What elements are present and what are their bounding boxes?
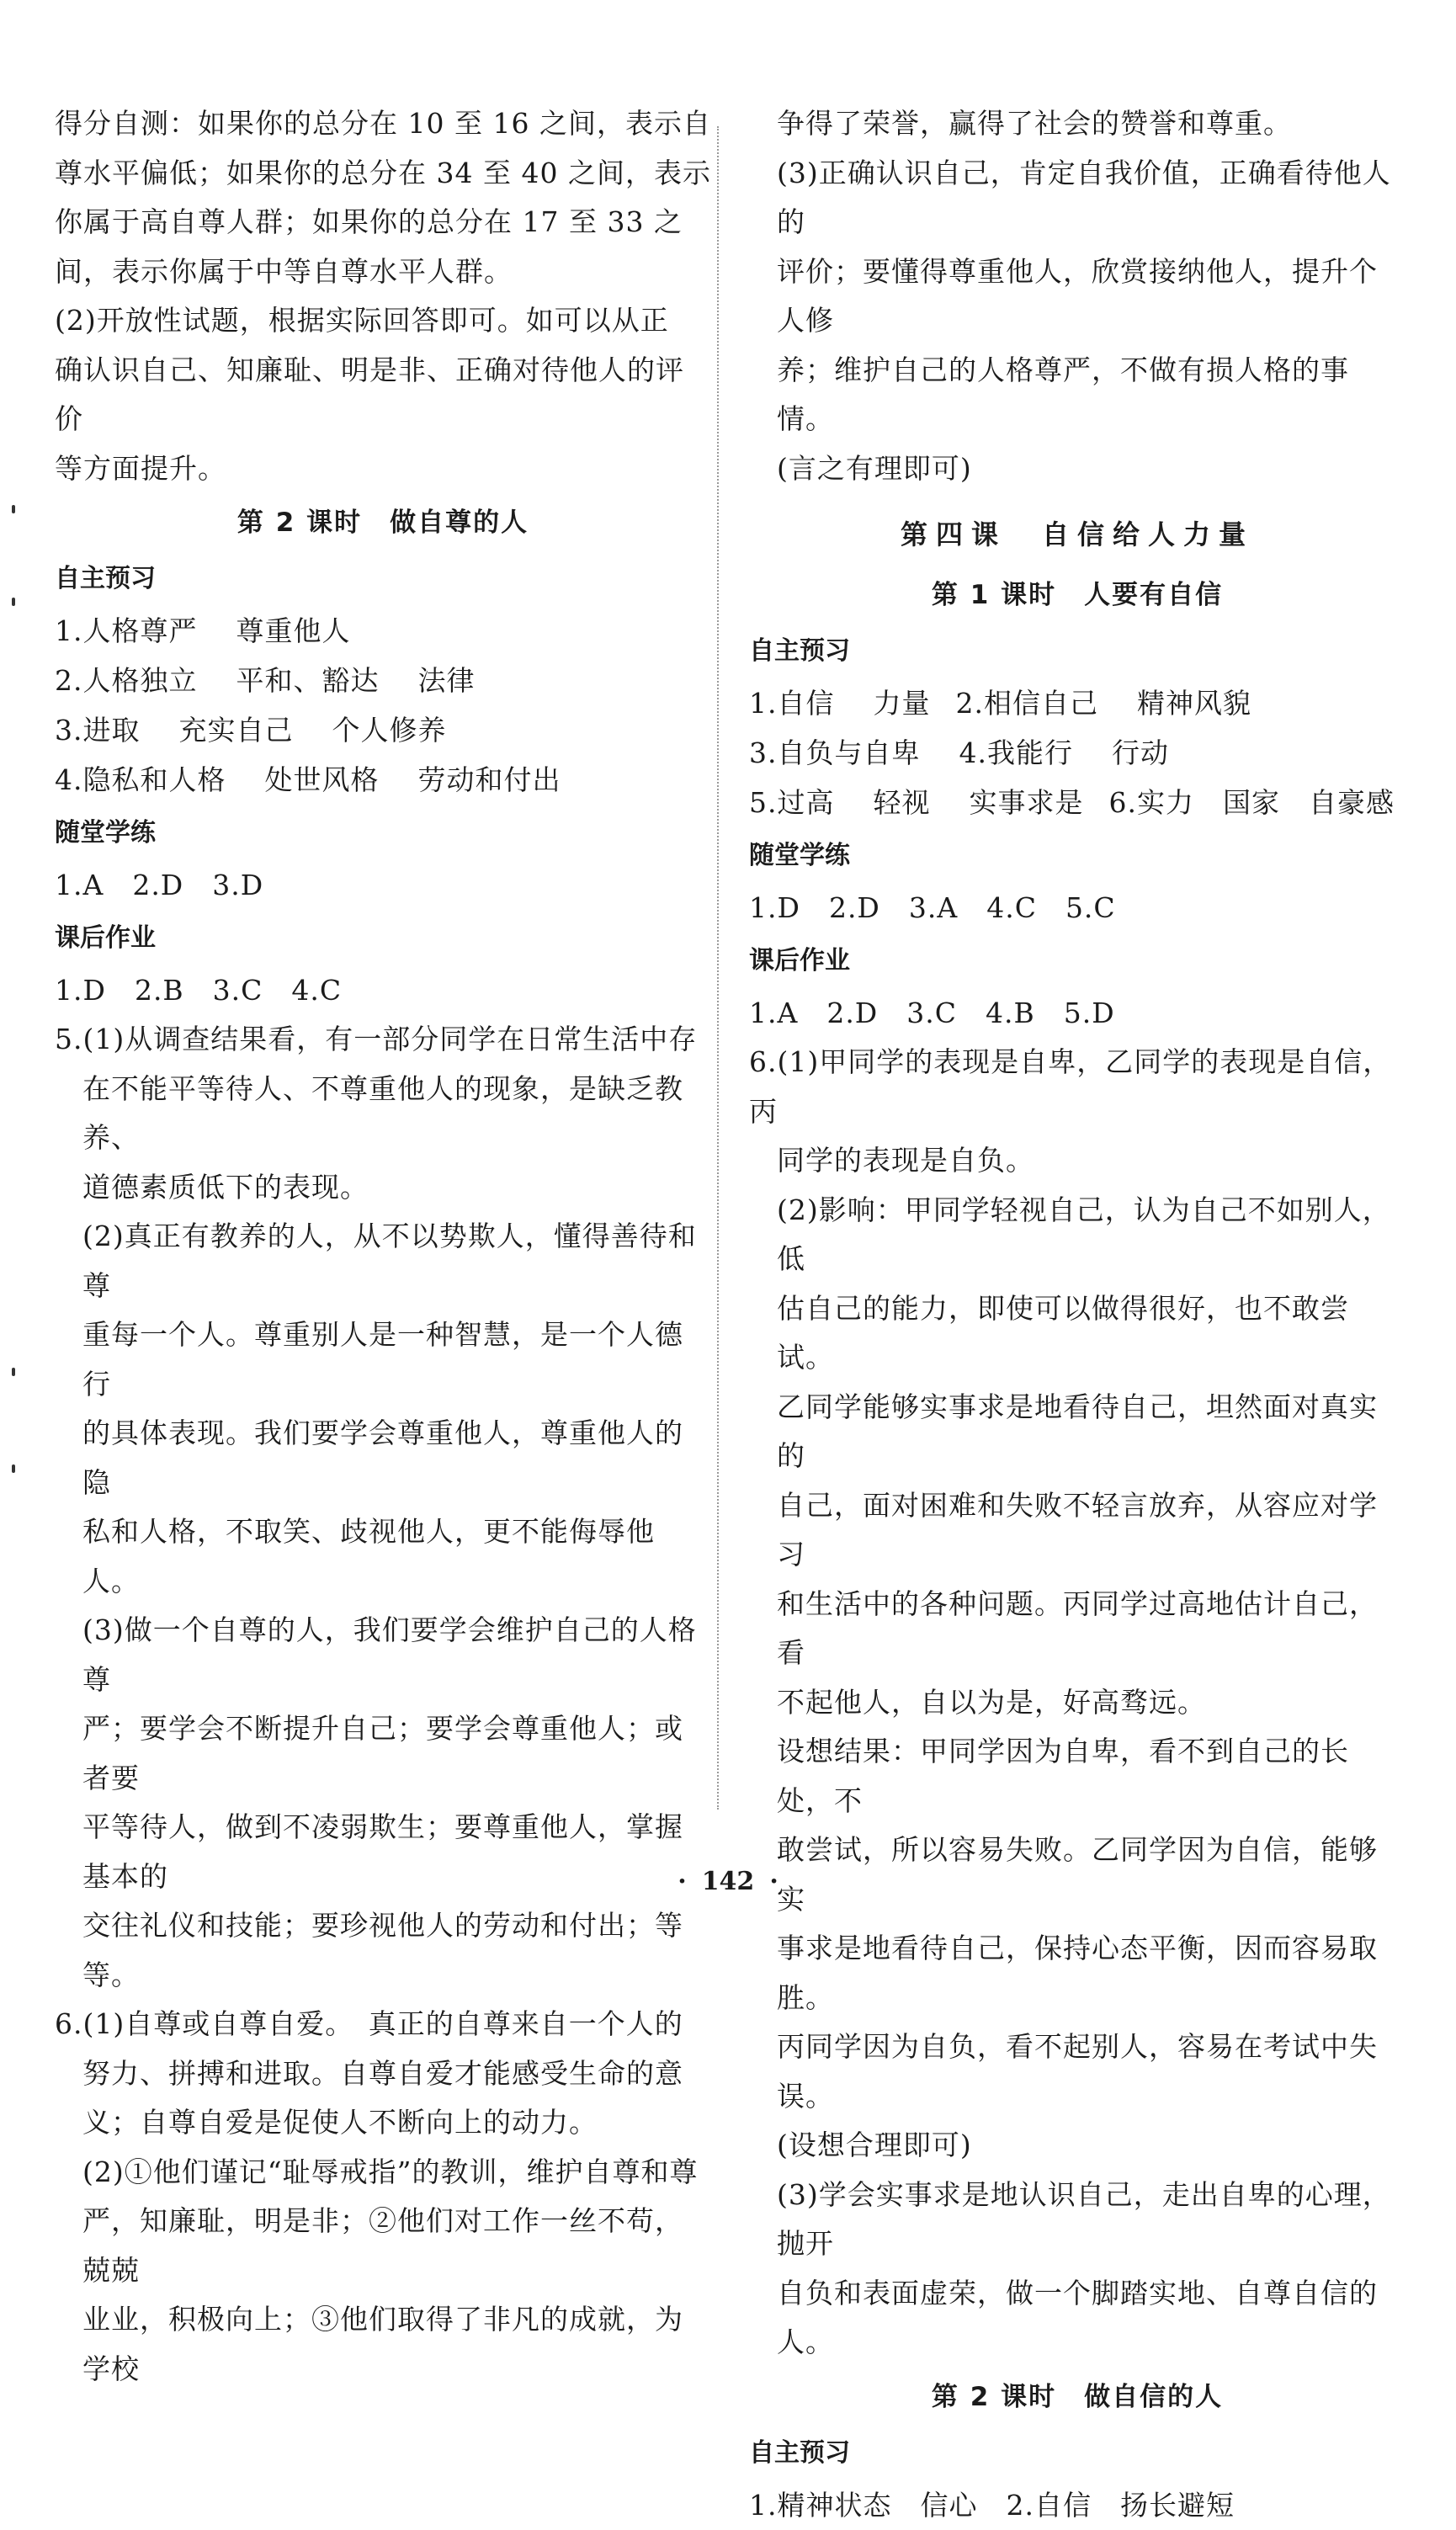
text-line: 确认识自己、知廉耻、明是非、正确对待他人的评价 <box>55 353 684 435</box>
binding-mark <box>12 1464 15 1473</box>
answer: 平和、豁达 <box>236 664 380 697</box>
text-line: 间，表示你属于中等自尊水平人群。 <box>55 254 513 288</box>
text-line: (3)学会实事求是地认识自己，走出自卑的心理，抛开 <box>777 2177 1391 2260</box>
text-line: 你属于高自尊人群；如果你的总分在 17 至 33 之 <box>55 205 683 238</box>
text-line: 严，知廉耻，明是非；②他们对工作一丝不苟，兢兢 <box>82 2204 683 2287</box>
text-line: 自己，面对困难和失败不轻言放弃，从容应对学习 <box>777 1488 1378 1571</box>
left-column <box>55 99 711 2394</box>
text-line: (3)正确认识自己，肯定自我价值，正确看待他人的 <box>777 156 1391 238</box>
text-line: 事求是地看待自己，保持心态平衡，因而容易取胜。 <box>777 1932 1378 2014</box>
answer: 力量 <box>873 687 931 720</box>
answer: 4.我能行 <box>959 736 1073 769</box>
answer: 行动 <box>1112 736 1169 769</box>
section-heading-preview: 自主预习 <box>55 564 156 593</box>
page-number-value: 142 <box>701 1867 755 1896</box>
text-line: 估自己的能力，即使可以做得很好，也不敢尝试。 <box>777 1291 1349 1374</box>
answer: 2.相信自己 <box>955 687 1098 720</box>
text-line: 乙同学能够实事求是地看待自己，坦然面对真实的 <box>777 1390 1378 1472</box>
preview-row <box>55 705 711 755</box>
page-dot: · <box>769 1867 778 1896</box>
text-line: 交往礼仪和技能；要珍视他人的劳动和付出；等等。 <box>82 1909 683 1991</box>
answer: 劳动和付出 <box>417 763 561 796</box>
text-line: 平等待人，做到不凌弱欺生；要尊重他人，掌握基本的 <box>82 1810 683 1893</box>
answer: 轻视 <box>873 786 931 819</box>
text-line: (3)做一个自尊的人，我们要学会维护自己的人格尊 <box>82 1613 697 1696</box>
text-line: 义；自尊自爱是促使人不断向上的动力。 <box>82 2106 598 2139</box>
answer: 充实自己 <box>178 714 294 747</box>
text-line: 严；要学会不断提升自己；要学会尊重他人；或者要 <box>82 1712 683 1794</box>
answer: 处世风格 <box>264 763 380 796</box>
answer: 2.人格独立 <box>55 664 198 697</box>
text-line: 争得了荣誉，赢得了社会的赞誉和尊重。 <box>777 107 1292 140</box>
text-line: 重每一个人。尊重别人是一种智慧，是一个人德行 <box>82 1318 683 1401</box>
homework-choice-answers: 1.D 2.B 3.C 4.C <box>55 974 343 1007</box>
section-heading-homework: 课后作业 <box>55 923 156 953</box>
right-column <box>749 99 1406 2530</box>
text-line: 6.(1)自尊或自尊自爱。 真正的自尊来自一个人的 <box>55 2007 683 2040</box>
text-line: 丙同学因为自负，看不起别人，容易在考试中失误。 <box>777 2030 1378 2113</box>
text-line: 和生活中的各种问题。丙同学过高地估计自己，看 <box>777 1587 1378 1669</box>
text-line: 自负和表面虚荣，做一个脚踏实地、自尊自信的人。 <box>777 2276 1378 2358</box>
page-dot: · <box>678 1867 687 1896</box>
text-line: (言之有理即可) <box>777 451 972 485</box>
text-line: 设想结果：甲同学因为自卑，看不到自己的长处，不 <box>777 1735 1349 1817</box>
answer: 5.过高 <box>749 786 835 819</box>
preview-row: 1.精神状态 信心 2.自信 扬长避短 <box>749 2488 1235 2522</box>
answer: 6.实力 国家 自豪感 <box>1108 786 1395 819</box>
answer: 1.自信 <box>749 687 835 720</box>
period-title: 第 1 课时 人要有自信 <box>931 580 1224 610</box>
column-divider <box>717 126 719 1810</box>
section-heading-homework: 课后作业 <box>749 946 850 975</box>
text-line: (2)①他们谨记“耻辱戒指”的教训，维护自尊和尊 <box>82 2155 699 2188</box>
section-heading-preview: 自主预习 <box>749 2437 850 2468</box>
practice-answers: 1.A 2.D 3.D <box>55 869 264 901</box>
text-line: 的具体表现。我们要学会尊重他人，尊重他人的隐 <box>82 1416 683 1499</box>
answer: 3.进取 <box>55 714 141 747</box>
text-line: (设想合理即可) <box>777 2129 972 2161</box>
preview-row <box>55 656 711 705</box>
section-heading-practice: 随堂学练 <box>749 841 850 870</box>
section-heading-practice: 随堂学练 <box>55 818 156 848</box>
preview-row <box>749 678 1406 728</box>
binding-mark <box>12 505 15 513</box>
text-line: 6.(1)甲同学的表现是自卑，乙同学的表现是自信，丙 <box>749 1045 1392 1128</box>
answer: 精神风貌 <box>1137 687 1251 720</box>
binding-mark <box>12 1368 15 1376</box>
lesson-title: 第四课 自信给人力量 <box>900 518 1254 550</box>
practice-answers: 1.D 2.D 3.A 4.C 5.C <box>749 891 1116 924</box>
text-line: 努力、拼搏和进取。自尊自爱才能感受生命的意 <box>82 2056 683 2090</box>
text-line: 得分自测：如果你的总分在 10 至 16 之间，表示自 <box>55 107 711 140</box>
page-number <box>0 1867 1456 1896</box>
text-line: 尊水平偏低；如果你的总分在 34 至 40 之间，表示 <box>55 156 711 189</box>
preview-row <box>55 755 711 805</box>
text-line: (2)影响：甲同学轻视自己，认为自己不如别人，低 <box>777 1193 1391 1275</box>
period-title: 第 2 课时 做自尊的人 <box>236 508 529 538</box>
period-title: 第 2 课时 做自信的人 <box>931 2381 1224 2412</box>
text-line: 敢尝试，所以容易失败。乙同学因为自信，能够实 <box>777 1833 1378 1916</box>
text-line: 养；维护自己的人格尊严，不做有损人格的事情。 <box>777 353 1349 435</box>
answer: 4.隐私和人格 <box>55 763 226 796</box>
text-line: 道德素质低下的表现。 <box>82 1170 369 1204</box>
binding-mark <box>12 598 15 606</box>
answer: 3.自负与自卑 <box>749 736 921 769</box>
text-line: 等方面提升。 <box>55 451 226 485</box>
answer: 个人修养 <box>332 714 447 747</box>
answer: 尊重他人 <box>236 614 351 647</box>
text-line: 5.(1)从调查结果看，有一部分同学在日常生活中存 <box>55 1023 698 1055</box>
text-line: 同学的表现是自负。 <box>777 1144 1034 1177</box>
answer: 实事求是 <box>969 786 1084 819</box>
preview-row <box>749 728 1406 778</box>
section-heading-preview: 自主预习 <box>749 636 850 666</box>
text-line: (2)开放性试题，根据实际回答即可。如可以从正 <box>55 304 669 337</box>
preview-row <box>749 778 1406 827</box>
text-line: 私和人格，不取笑、歧视他人，更不能侮辱他人。 <box>82 1515 655 1597</box>
homework-choice-answers: 1.A 2.D 3.C 4.B 5.D <box>749 997 1115 1029</box>
text-line: 业业，积极向上；③他们取得了非凡的成就，为学校 <box>82 2303 683 2385</box>
text-line: (2)真正有教养的人，从不以势欺人，懂得善待和尊 <box>82 1220 697 1302</box>
text-line: 评价；要懂得尊重他人，欣赏接纳他人，提升个人修 <box>777 254 1378 337</box>
text-line: 不起他人，自以为是，好高骛远。 <box>777 1685 1206 1719</box>
answer: 1.人格尊严 <box>55 614 198 647</box>
text-line: 在不能平等待人、不尊重他人的现象，是缺乏教养、 <box>82 1071 683 1154</box>
answer: 法律 <box>417 664 476 697</box>
preview-row <box>55 606 711 656</box>
